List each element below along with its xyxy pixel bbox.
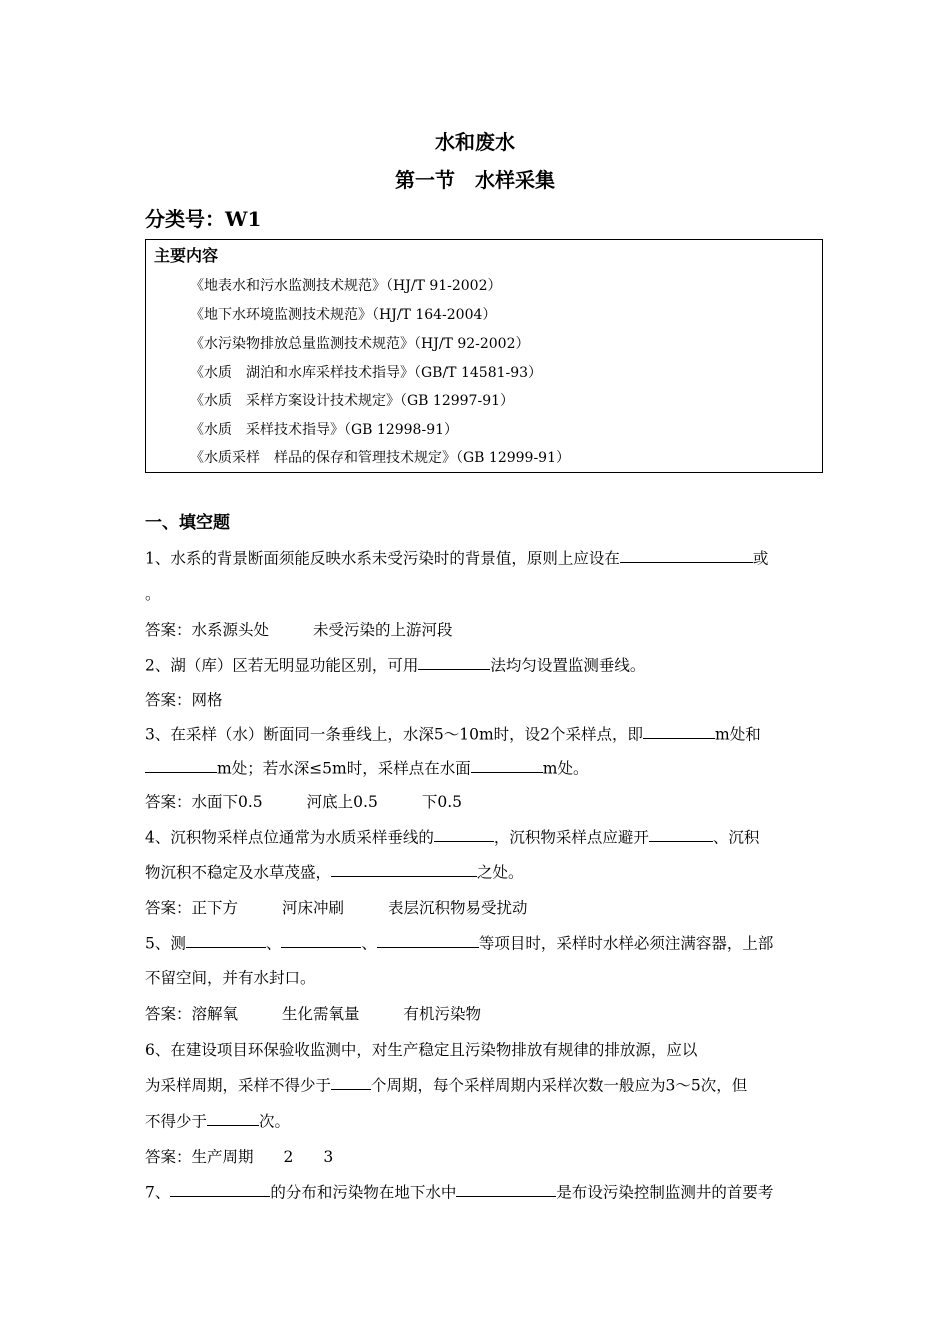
document-title: 水和废水 bbox=[435, 130, 515, 154]
answer-blank bbox=[186, 931, 266, 948]
question-2: 2、湖（库）区若无明显功能区别，可用 法均匀设置监测垂线。 bbox=[145, 653, 645, 675]
contents-heading: 主要内容 bbox=[154, 246, 219, 265]
answer-blank bbox=[434, 825, 494, 842]
question-5-continued: 不留空间，并有水封口。 bbox=[145, 969, 316, 987]
reference-item: 《水质 采样方案设计技术规定》（GB 12997-91） bbox=[190, 393, 515, 409]
question-3: 3、在采样（水）断面同一条垂线上，水深5～10m时，设2个采样点，即 m处和 bbox=[145, 722, 761, 744]
question-1: 1、水系的背景断面须能反映水系未受污染时的背景值，原则上应设在 或 bbox=[145, 546, 768, 568]
answer-blank bbox=[643, 722, 715, 739]
answer-3: 答案：水面下0.5 河底上0.5 下0.5 bbox=[145, 793, 462, 811]
answer-blank bbox=[456, 1180, 556, 1197]
question-1-continued: 。 bbox=[145, 585, 161, 603]
question-4: 4、沉积物采样点位通常为水质采样垂线的 ，沉积物采样点应避开 、沉积 bbox=[145, 825, 759, 847]
question-5: 5、测 、 、 等项目时，采样时水样必须注满容器，上部 bbox=[145, 931, 773, 953]
answer-2: 答案：网格 bbox=[145, 691, 223, 709]
answer-blank bbox=[471, 756, 543, 773]
section-title: 第一节 水样采集 bbox=[395, 168, 555, 192]
answer-1: 答案：水系源头处 未受污染的上游河段 bbox=[145, 621, 453, 639]
answer-blank bbox=[170, 1180, 270, 1197]
answer-blank bbox=[207, 1109, 259, 1126]
classification-number: 分类号：W1 bbox=[145, 207, 262, 231]
answer-4: 答案：正下方 河床冲刷 表层沉积物易受扰动 bbox=[145, 899, 528, 917]
question-4-continued: 物沉积不稳定及水草茂盛， 之处。 bbox=[145, 860, 524, 882]
reference-item: 《水质 采样技术指导》（GB 12998-91） bbox=[190, 422, 459, 438]
answer-blank bbox=[620, 546, 753, 563]
reference-item: 《水质 湖泊和水库采样技术指导》（GB/T 14581-93） bbox=[190, 365, 543, 381]
answer-6: 答案：生产周期 2 3 bbox=[145, 1148, 334, 1166]
question-7: 7、 的分布和污染物在地下水中 是布设污染控制监测井的首要考 bbox=[145, 1180, 773, 1202]
answer-blank bbox=[377, 931, 479, 948]
main-contents-box bbox=[145, 239, 823, 473]
question-6-continued: 为采样周期，采样不得少于 个周期，每个采样周期内采样次数一般应为3～5次，但 bbox=[145, 1073, 747, 1095]
fill-in-section-heading: 一、填空题 bbox=[145, 513, 230, 533]
answer-blank bbox=[649, 825, 713, 842]
answer-blank bbox=[145, 756, 217, 773]
reference-item: 《地表水和污水监测技术规范》（HJ/T 91-2002） bbox=[190, 278, 502, 294]
question-6-continued: 不得少于 次。 bbox=[145, 1109, 290, 1131]
answer-blank bbox=[281, 931, 361, 948]
reference-item: 《水质采样 样品的保存和管理技术规定》（GB 12999-91） bbox=[190, 450, 571, 466]
answer-blank bbox=[331, 1073, 371, 1090]
answer-blank bbox=[331, 860, 477, 877]
question-6: 6、在建设项目环保验收监测中，对生产稳定且污染物排放有规律的排放源，应以 bbox=[145, 1041, 698, 1059]
reference-item: 《水污染物排放总量监测技术规范》（HJ/T 92-2002） bbox=[190, 336, 530, 352]
answer-blank bbox=[418, 653, 490, 670]
reference-item: 《地下水环境监测技术规范》（HJ/T 164-2004） bbox=[190, 307, 497, 323]
answer-5: 答案：溶解氧 生化需氧量 有机污染物 bbox=[145, 1005, 482, 1023]
question-3-continued: m处；若水深≤5m时，采样点在水面 m处。 bbox=[145, 756, 588, 778]
